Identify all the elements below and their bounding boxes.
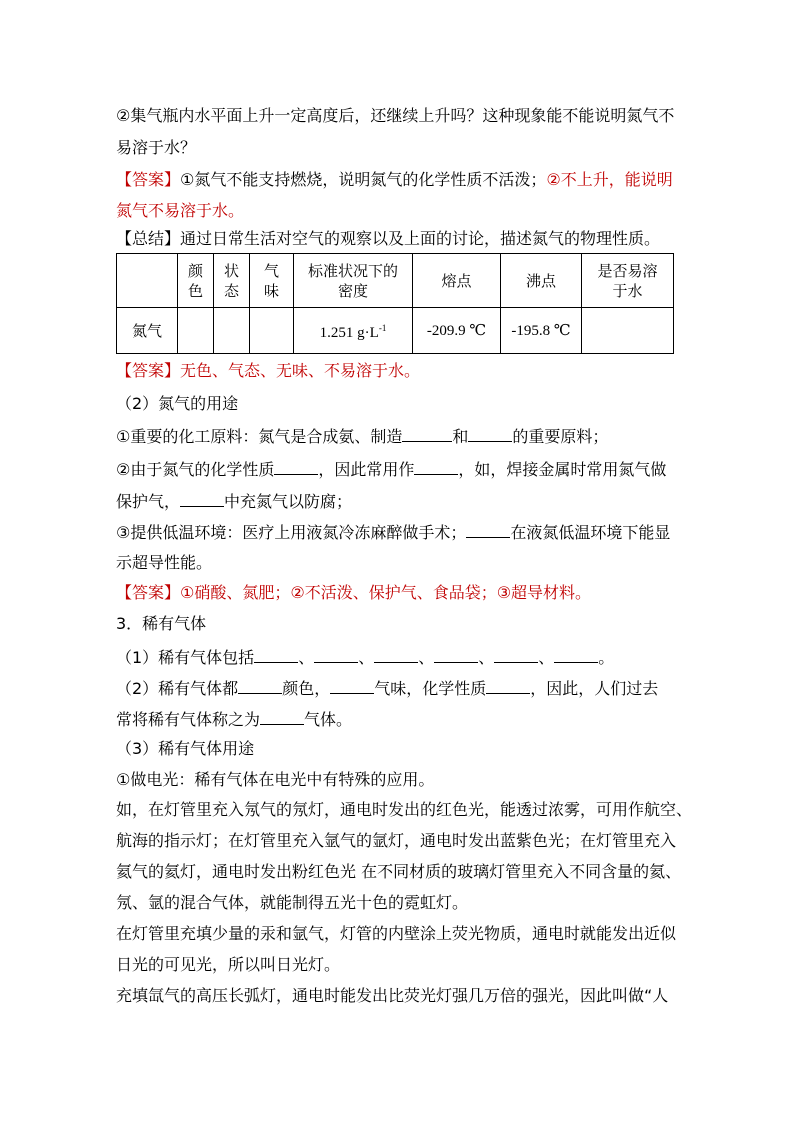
question-line: ②集气瓶内水平面上升一定高度后，还继续上升吗？这种现象能不能说明氮气不 — [116, 106, 675, 125]
summary-text: 通过日常生活对空气的观察以及上面的讨论，描述氮气的物理性质。 — [180, 229, 661, 248]
blank[interactable] — [330, 677, 374, 694]
table-header-cell: 颜 色 — [178, 254, 214, 308]
blank[interactable] — [554, 646, 598, 663]
blank[interactable] — [414, 458, 458, 475]
table-header-cell: 熔点 — [413, 254, 501, 308]
blank[interactable] — [494, 646, 538, 663]
answer-text: 无色、气态、无味、不易溶于水。 — [180, 361, 421, 380]
blank[interactable] — [434, 646, 478, 663]
table-row — [117, 308, 674, 354]
answer-line — [116, 201, 244, 221]
table-header-cell: 是否易溶 于水 — [582, 254, 674, 308]
fill-blank-line: ①重要的化工原料：氮气是合成氨、制造 和 的重要原料； — [116, 427, 609, 446]
table-cell: 氮气 — [117, 308, 178, 354]
table-header-cell: 状 态 — [214, 254, 250, 308]
answer-line — [116, 361, 420, 381]
table-header-cell: 标准状况下的 密度 — [294, 254, 413, 308]
blank[interactable] — [468, 425, 512, 442]
answer-line — [116, 583, 591, 603]
fill-blank-line: 保护气， 中充氮气以防腐； — [116, 492, 353, 511]
paragraph-line: 氖、氩的混合气体，就能制得五光十色的霓虹灯。 — [116, 893, 469, 912]
answer-text: ①氮气不能支持燃烧，说明氮气的化学性质不活泼； — [180, 170, 547, 189]
question-line: 易溶于水？ — [116, 138, 197, 157]
section-heading: （3）稀有气体用途 — [116, 739, 255, 758]
blank[interactable] — [274, 458, 318, 475]
paragraph-line: 如，在灯管里充入氖气的氖灯，通电时发出的红色光，能透过浓雾，可用作航空、 — [116, 800, 693, 819]
table-header-cell: 气 味 — [250, 254, 294, 308]
paragraph-line: 日光的可见光，所以叫日光灯。 — [116, 955, 341, 974]
blank[interactable] — [466, 521, 510, 538]
blank[interactable] — [260, 708, 304, 725]
answer-tag: 【答案】 — [116, 170, 181, 189]
blank[interactable] — [402, 425, 452, 442]
answer-tag: 【答案】 — [116, 361, 181, 380]
text-line: ①做电光：稀有气体在电光中有特殊的应用。 — [116, 770, 435, 789]
fill-blank-line: ②由于氮气的化学性质 ，因此常用作 ，如，焊接金属时常用氮气做 — [116, 460, 667, 479]
blank[interactable] — [238, 677, 282, 694]
paragraph-line: 氦气的氦灯，通电时发出粉红色光 在不同材质的玻璃灯管里充入不同含量的氦、 — [116, 862, 682, 881]
blank[interactable] — [374, 646, 418, 663]
table-header-cell — [117, 254, 178, 308]
paragraph-line: 充填氙气的高压长弧灯，通电时能发出比荧光灯强几万倍的强光，因此叫做“人 — [116, 986, 669, 1005]
fill-blank-line: 常将稀有气体称之为 气体。 — [116, 710, 353, 729]
table-header-row — [117, 254, 674, 308]
section-heading: 3．稀有气体 — [116, 614, 207, 633]
blank[interactable] — [180, 490, 224, 507]
answer-text: ①硝酸、氮肥；②不活泼、保护气、食品袋；③超导材料。 — [180, 583, 592, 602]
text-line: 示超导性能。 — [116, 553, 213, 572]
fill-blank-line: （1）稀有气体包括 、 、 、 、 、 。 — [116, 648, 615, 667]
answer-tag: 【答案】 — [116, 583, 181, 602]
section-heading: （2）氮气的用途 — [116, 394, 239, 413]
answer-line — [116, 170, 673, 190]
table-cell — [178, 308, 214, 354]
table-cell: -209.9 ℃ — [413, 308, 501, 354]
paragraph-line: 航海的指示灯；在灯管里充入氩气的氩灯，通电时发出蓝紫色光；在灯管里充入 — [116, 831, 677, 850]
paragraph-line: 在灯管里充填少量的汞和氩气，灯管的内壁涂上荧光物质，通电时就能发出近似 — [116, 924, 677, 943]
fill-blank-line: （2）稀有气体都 颜色， 气味，化学性质 ，因此，人们过去 — [116, 679, 659, 698]
fill-blank-line: ③提供低温环境：医疗上用液氮冷冻麻醉做手术； 在液氮低温环境下能显 — [116, 523, 671, 542]
summary-tag: 【总结】 — [116, 229, 181, 248]
answer-text: 氮气不易溶于水。 — [116, 201, 245, 220]
summary-line — [116, 229, 660, 249]
blank[interactable] — [254, 646, 298, 663]
table-cell — [582, 308, 674, 354]
table-cell: 1.251 $g\cdot L^{-1}$ — [294, 308, 413, 354]
blank[interactable] — [486, 677, 530, 694]
table-cell: -195.8 ℃ — [501, 308, 582, 354]
blank[interactable] — [314, 646, 358, 663]
table-cell — [250, 308, 294, 354]
answer-text: ②不上升，能说明 — [546, 170, 673, 189]
table-cell — [214, 308, 250, 354]
nitrogen-properties-table — [116, 253, 674, 354]
table-header-cell: 沸点 — [501, 254, 582, 308]
